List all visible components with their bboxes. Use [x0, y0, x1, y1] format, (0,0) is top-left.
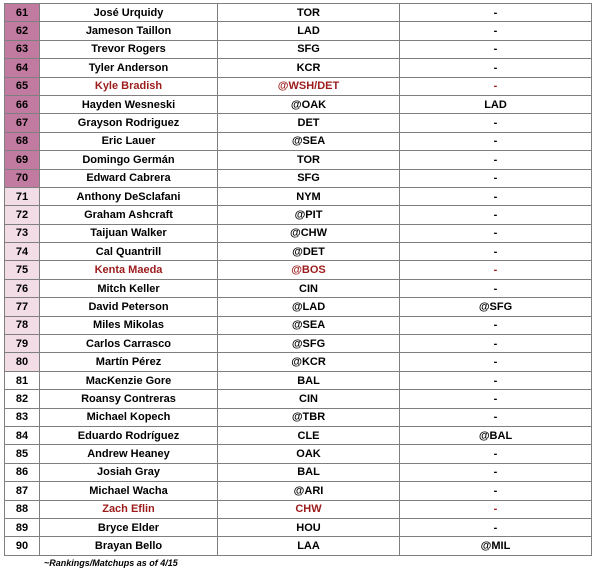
table-row — [5, 426, 592, 444]
matchup-1-cell: SFG — [218, 169, 400, 187]
rank-cell: 76 — [5, 279, 40, 297]
rank-cell: 78 — [5, 316, 40, 334]
rank-cell: 71 — [5, 187, 40, 205]
rankings-footnote: ~Rankings/Matchups as of 4/15 — [44, 558, 178, 568]
matchup-2-cell: - — [400, 59, 592, 77]
matchup-1-cell: @TBR — [218, 408, 400, 426]
table-row — [5, 445, 592, 463]
player-cell: Andrew Heaney — [40, 445, 218, 463]
player-cell: MacKenzie Gore — [40, 371, 218, 389]
matchup-2-cell: - — [400, 463, 592, 481]
matchup-2-cell: - — [400, 206, 592, 224]
player-cell: Domingo Germán — [40, 151, 218, 169]
matchup-1-cell: CIN — [218, 279, 400, 297]
matchup-1-cell: @SEA — [218, 132, 400, 150]
player-cell: Bryce Elder — [40, 518, 218, 536]
matchup-2-cell: - — [400, 224, 592, 242]
table-row — [5, 169, 592, 187]
player-cell: Tyler Anderson — [40, 59, 218, 77]
matchup-1-cell: TOR — [218, 4, 400, 22]
matchup-1-cell: DET — [218, 114, 400, 132]
player-cell: Jameson Taillon — [40, 22, 218, 40]
table-row — [5, 482, 592, 500]
table-row — [5, 408, 592, 426]
table-row — [5, 4, 592, 22]
matchup-2-cell: - — [400, 187, 592, 205]
rankings-table — [4, 3, 592, 556]
rank-cell: 68 — [5, 132, 40, 150]
player-cell: Martín Pérez — [40, 353, 218, 371]
player-cell: Zach Eflin — [40, 500, 218, 518]
player-cell: José Urquidy — [40, 4, 218, 22]
rank-cell: 81 — [5, 371, 40, 389]
matchup-1-cell: LAD — [218, 22, 400, 40]
rank-cell: 75 — [5, 261, 40, 279]
player-cell: Mitch Keller — [40, 279, 218, 297]
player-cell: Cal Quantrill — [40, 243, 218, 261]
matchup-2-cell: - — [400, 169, 592, 187]
table-row — [5, 206, 592, 224]
table-row — [5, 463, 592, 481]
matchup-1-cell: @KCR — [218, 353, 400, 371]
player-cell: Brayan Bello — [40, 537, 218, 555]
matchup-2-cell: - — [400, 445, 592, 463]
matchup-2-cell: - — [400, 151, 592, 169]
matchup-2-cell: - — [400, 77, 592, 95]
rank-cell: 77 — [5, 298, 40, 316]
matchup-2-cell: - — [400, 390, 592, 408]
player-cell: Kyle Bradish — [40, 77, 218, 95]
matchup-1-cell: LAA — [218, 537, 400, 555]
matchup-2-cell: LAD — [400, 95, 592, 113]
matchup-1-cell: @DET — [218, 243, 400, 261]
rank-cell: 72 — [5, 206, 40, 224]
player-cell: Roansy Contreras — [40, 390, 218, 408]
rank-cell: 83 — [5, 408, 40, 426]
rank-cell: 65 — [5, 77, 40, 95]
matchup-2-cell: - — [400, 316, 592, 334]
rank-cell: 67 — [5, 114, 40, 132]
player-cell: David Peterson — [40, 298, 218, 316]
matchup-1-cell: @CHW — [218, 224, 400, 242]
rank-cell: 74 — [5, 243, 40, 261]
rank-cell: 79 — [5, 335, 40, 353]
table-row — [5, 390, 592, 408]
rank-cell: 90 — [5, 537, 40, 555]
table-row — [5, 243, 592, 261]
table-row — [5, 298, 592, 316]
matchup-1-cell: CIN — [218, 390, 400, 408]
matchup-1-cell: @WSH/DET — [218, 77, 400, 95]
matchup-2-cell: @MIL — [400, 537, 592, 555]
table-row — [5, 114, 592, 132]
matchup-2-cell: - — [400, 4, 592, 22]
player-cell: Graham Ashcraft — [40, 206, 218, 224]
matchup-2-cell: @SFG — [400, 298, 592, 316]
player-cell: Josiah Gray — [40, 463, 218, 481]
matchup-2-cell: - — [400, 482, 592, 500]
matchup-1-cell: TOR — [218, 151, 400, 169]
matchup-1-cell: CHW — [218, 500, 400, 518]
rank-cell: 82 — [5, 390, 40, 408]
player-cell: Trevor Rogers — [40, 40, 218, 58]
matchup-1-cell: @ARI — [218, 482, 400, 500]
matchup-1-cell: @SEA — [218, 316, 400, 334]
player-cell: Eric Lauer — [40, 132, 218, 150]
rank-cell: 70 — [5, 169, 40, 187]
rank-cell: 61 — [5, 4, 40, 22]
player-cell: Taijuan Walker — [40, 224, 218, 242]
matchup-1-cell: @SFG — [218, 335, 400, 353]
matchup-1-cell: CLE — [218, 426, 400, 444]
player-cell: Edward Cabrera — [40, 169, 218, 187]
matchup-1-cell: OAK — [218, 445, 400, 463]
table-row — [5, 59, 592, 77]
table-row — [5, 353, 592, 371]
table-row — [5, 335, 592, 353]
matchup-2-cell: - — [400, 114, 592, 132]
matchup-2-cell: - — [400, 22, 592, 40]
matchup-2-cell: - — [400, 243, 592, 261]
player-cell: Grayson Rodriguez — [40, 114, 218, 132]
matchup-2-cell: - — [400, 518, 592, 536]
table-row — [5, 95, 592, 113]
rank-cell: 87 — [5, 482, 40, 500]
matchup-2-cell: - — [400, 132, 592, 150]
player-cell: Carlos Carrasco — [40, 335, 218, 353]
matchup-1-cell: @BOS — [218, 261, 400, 279]
table-row — [5, 261, 592, 279]
table-row — [5, 77, 592, 95]
matchup-2-cell: - — [400, 408, 592, 426]
rank-cell: 89 — [5, 518, 40, 536]
matchup-1-cell: @OAK — [218, 95, 400, 113]
table-row — [5, 151, 592, 169]
rank-cell: 62 — [5, 22, 40, 40]
rank-cell: 66 — [5, 95, 40, 113]
rank-cell: 88 — [5, 500, 40, 518]
table-row — [5, 316, 592, 334]
matchup-2-cell: - — [400, 261, 592, 279]
matchup-1-cell: KCR — [218, 59, 400, 77]
table-row — [5, 500, 592, 518]
rank-cell: 64 — [5, 59, 40, 77]
player-cell: Michael Wacha — [40, 482, 218, 500]
rankings-table-body — [5, 4, 592, 556]
matchup-1-cell: BAL — [218, 371, 400, 389]
matchup-1-cell: @PIT — [218, 206, 400, 224]
table-row — [5, 224, 592, 242]
table-row — [5, 371, 592, 389]
matchup-2-cell: - — [400, 500, 592, 518]
table-row — [5, 537, 592, 555]
rank-cell: 85 — [5, 445, 40, 463]
matchup-1-cell: SFG — [218, 40, 400, 58]
player-cell: Hayden Wesneski — [40, 95, 218, 113]
table-row — [5, 187, 592, 205]
matchup-2-cell: - — [400, 371, 592, 389]
matchup-2-cell: - — [400, 279, 592, 297]
matchup-2-cell: - — [400, 353, 592, 371]
matchup-2-cell: @BAL — [400, 426, 592, 444]
matchup-1-cell: NYM — [218, 187, 400, 205]
table-row — [5, 279, 592, 297]
player-cell: Michael Kopech — [40, 408, 218, 426]
player-cell: Eduardo Rodríguez — [40, 426, 218, 444]
matchup-1-cell: @LAD — [218, 298, 400, 316]
rank-cell: 63 — [5, 40, 40, 58]
player-cell: Anthony DeSclafani — [40, 187, 218, 205]
matchup-2-cell: - — [400, 40, 592, 58]
player-cell: Miles Mikolas — [40, 316, 218, 334]
matchup-1-cell: BAL — [218, 463, 400, 481]
rank-cell: 73 — [5, 224, 40, 242]
table-row — [5, 40, 592, 58]
player-cell: Kenta Maeda — [40, 261, 218, 279]
table-row — [5, 22, 592, 40]
rank-cell: 80 — [5, 353, 40, 371]
rank-cell: 69 — [5, 151, 40, 169]
table-row — [5, 518, 592, 536]
matchup-1-cell: HOU — [218, 518, 400, 536]
rank-cell: 86 — [5, 463, 40, 481]
table-row — [5, 132, 592, 150]
rank-cell: 84 — [5, 426, 40, 444]
matchup-2-cell: - — [400, 335, 592, 353]
